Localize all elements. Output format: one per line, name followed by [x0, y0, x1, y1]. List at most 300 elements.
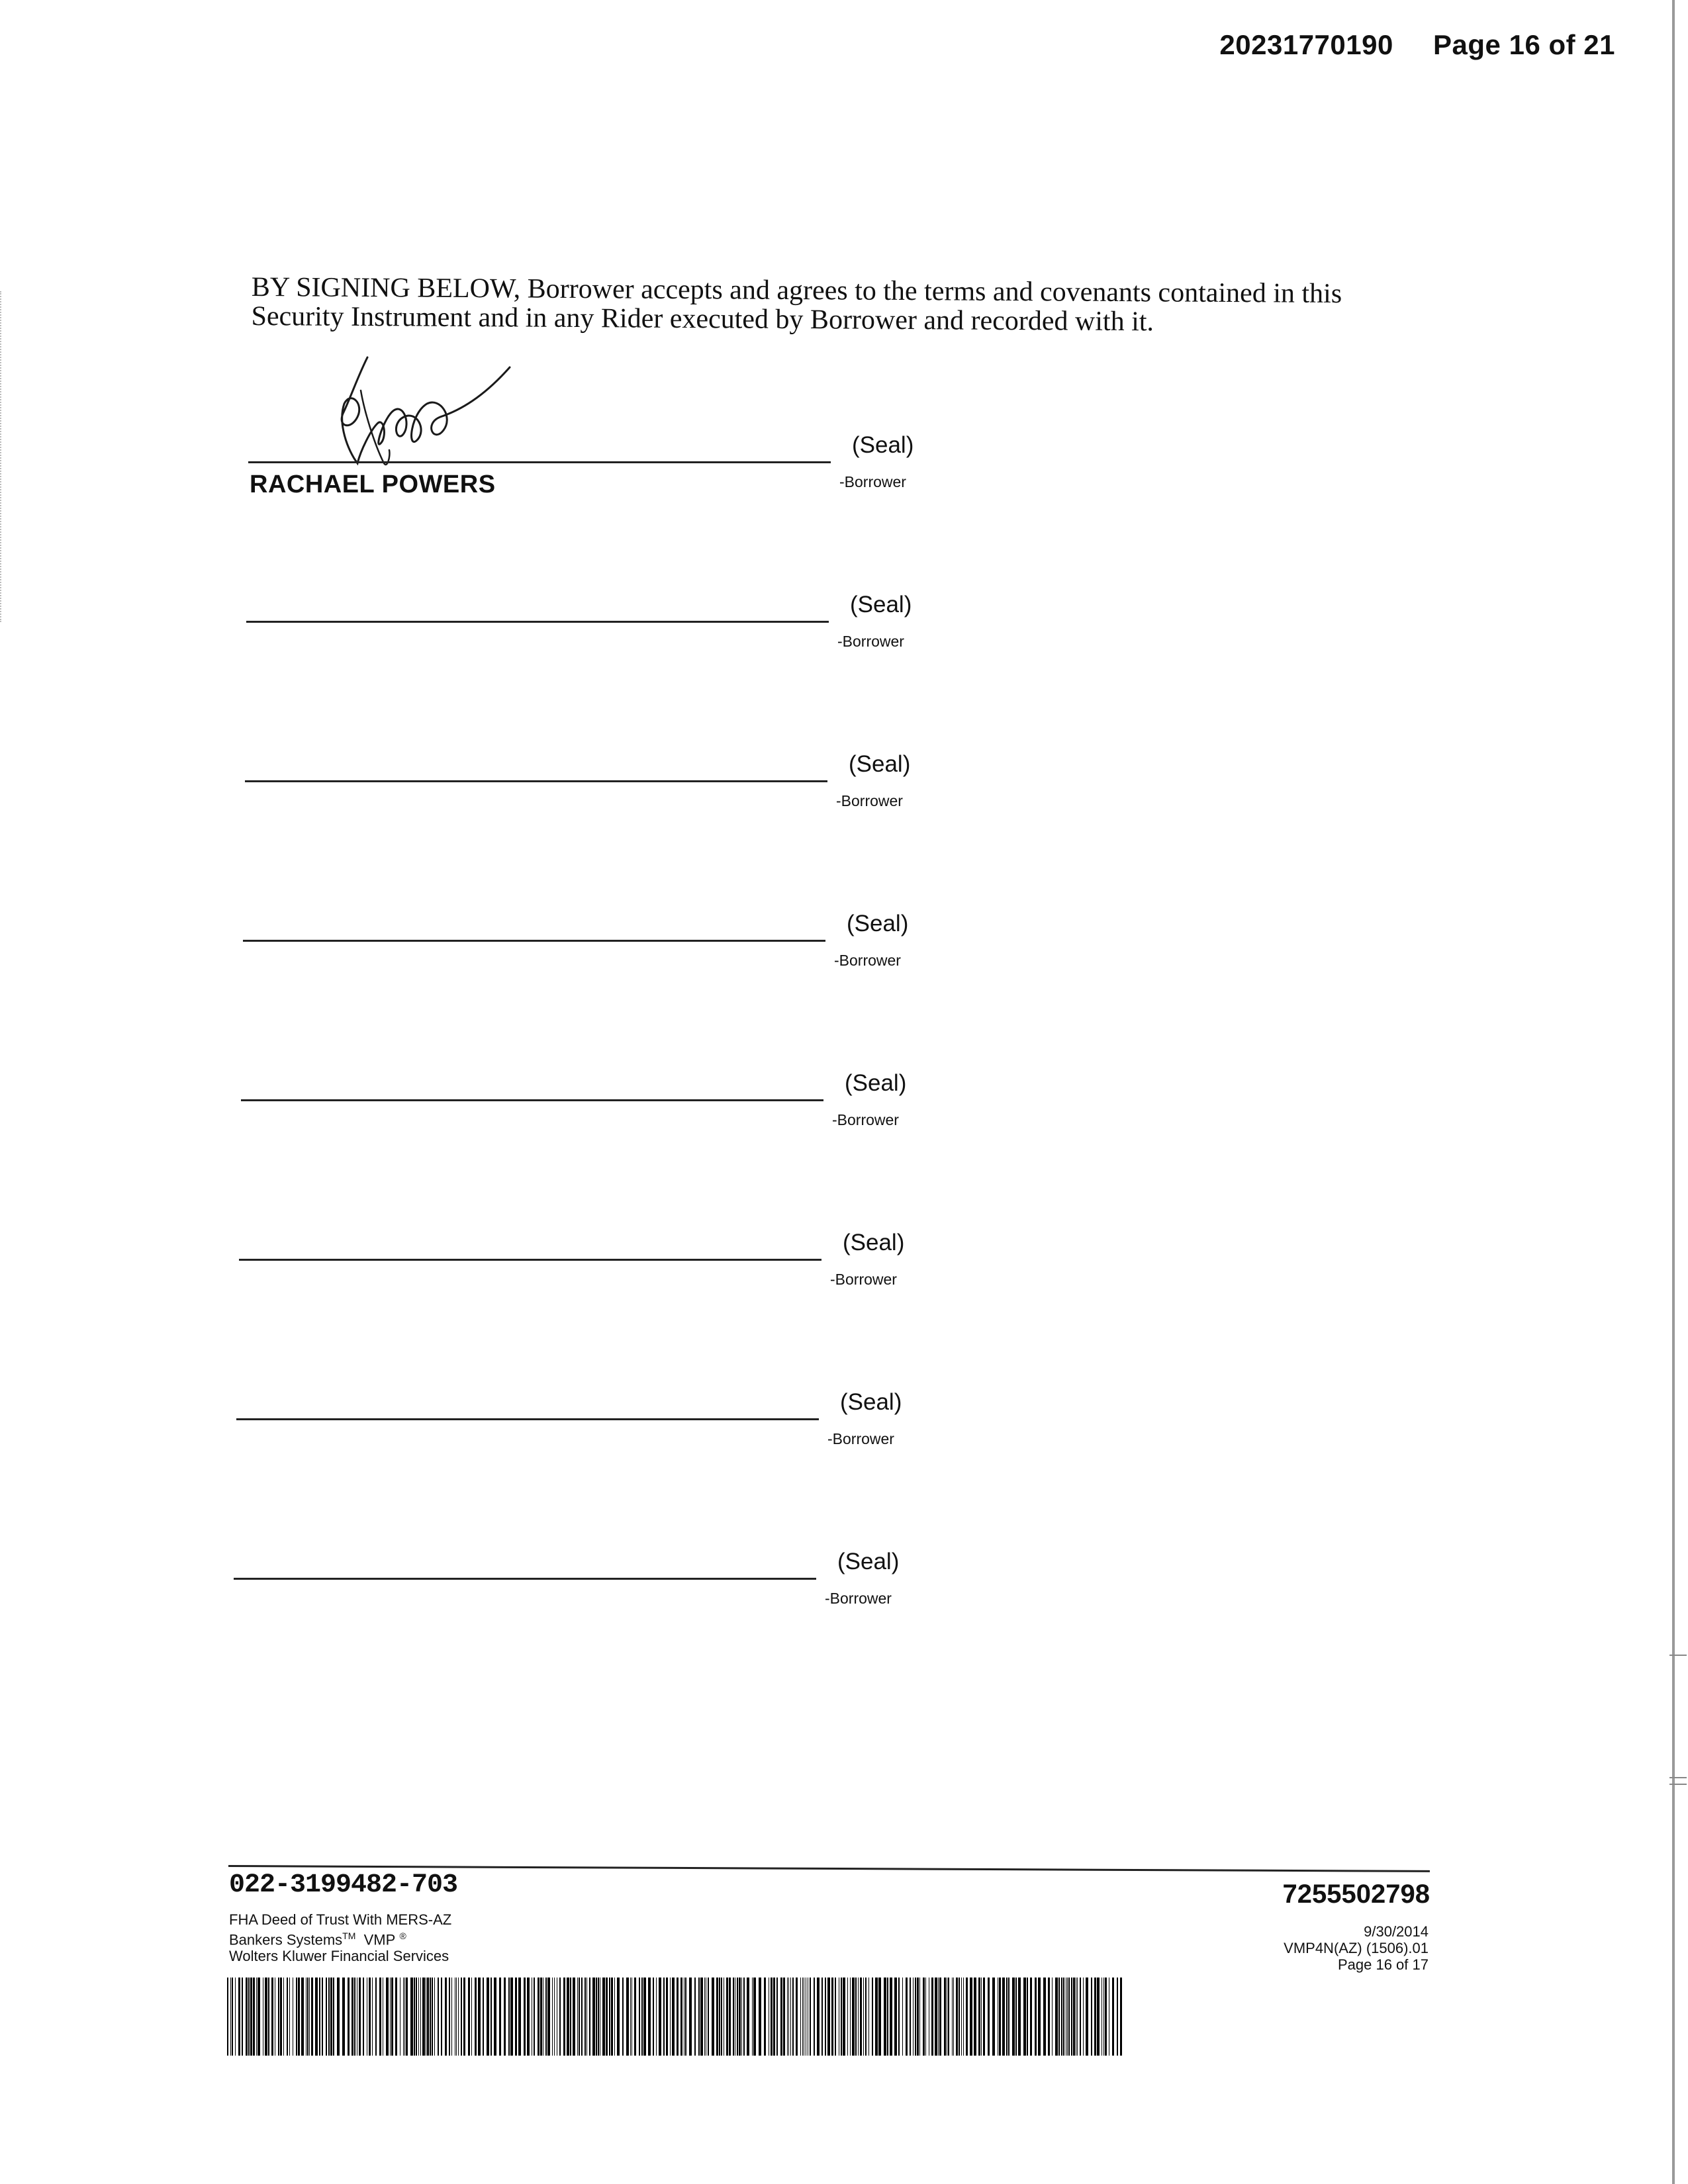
barcode-bar	[248, 1978, 250, 2056]
barcode-bar	[458, 1978, 459, 2056]
barcode-bar	[639, 1978, 640, 2056]
barcode-bar	[1015, 1978, 1017, 2056]
barcode-bar	[999, 1978, 1001, 2056]
barcode-bar	[704, 1978, 705, 2056]
barcode-bar	[296, 1978, 297, 2056]
barcode-bar	[716, 1978, 718, 2056]
barcode-bar	[800, 1978, 801, 2056]
barcode-bar	[577, 1978, 578, 2056]
barcode-bar	[817, 1978, 820, 2056]
barcode-bar	[611, 1978, 613, 2056]
barcode-bar	[622, 1978, 624, 2056]
signature-line[interactable]	[236, 1418, 819, 1420]
barcode	[227, 1978, 1127, 2056]
barcode-bar	[963, 1978, 964, 2056]
barcode-bar	[420, 1978, 421, 2056]
barcode-bar	[835, 1978, 836, 2056]
borrower-label: -Borrower	[839, 473, 906, 490]
barcode-bar	[666, 1978, 668, 2056]
barcode-bar	[992, 1978, 995, 2056]
seal-label: (Seal)	[850, 592, 912, 617]
barcode-bar	[559, 1978, 561, 2056]
barcode-bar	[698, 1978, 700, 2056]
signature-block	[239, 1230, 967, 1312]
barcode-bar	[641, 1978, 643, 2056]
barcode-bar	[915, 1978, 916, 2056]
barcode-bar	[232, 1978, 233, 2056]
barcode-bar	[863, 1978, 864, 2056]
barcode-bar	[733, 1978, 734, 2056]
barcode-bar	[850, 1978, 851, 2056]
barcode-bar	[589, 1978, 590, 2056]
loan-number-left: 022-3199482-703	[229, 1870, 458, 1900]
barcode-bar	[1027, 1978, 1028, 2056]
loan-number-right: 7255502798	[1282, 1880, 1430, 1909]
barcode-bar	[759, 1978, 761, 2056]
barcode-bar	[359, 1978, 361, 2056]
barcode-bar	[342, 1978, 345, 2056]
form-meta	[1284, 1923, 1429, 1973]
signing-statement: BY SIGNING BELOW, Borrower accepts and agrees to the terms and covenants contained in this Security Instrument and in any Rider executed by Borrower and recorded with it.	[251, 272, 1342, 338]
barcode-bar	[1094, 1978, 1096, 2056]
barcode-bar	[672, 1978, 675, 2056]
barcode-bar	[978, 1978, 980, 2056]
barcode-bar	[552, 1978, 553, 2056]
barcode-bar	[753, 1978, 756, 2056]
signer-name: RACHAEL POWERS	[250, 471, 496, 498]
barcode-bar	[913, 1978, 914, 2056]
barcode-bar	[827, 1978, 830, 2056]
barcode-bar	[939, 1978, 941, 2056]
barcode-bar	[878, 1978, 881, 2056]
barcode-bar	[491, 1978, 492, 2056]
barcode-bar	[970, 1978, 972, 2056]
barcode-bar	[256, 1978, 257, 2056]
barcode-bar	[783, 1978, 785, 2056]
barcode-bar	[468, 1978, 470, 2056]
barcode-bar	[573, 1978, 575, 2056]
barcode-bar	[242, 1978, 243, 2056]
seal-label: (Seal)	[849, 751, 911, 777]
barcode-bar	[948, 1978, 949, 2056]
borrower-label: -Borrower	[825, 1590, 892, 1607]
barcode-bar	[283, 1978, 284, 2056]
barcode-bar	[1086, 1978, 1088, 2056]
borrower-label: -Borrower	[836, 792, 903, 809]
barcode-bar	[581, 1978, 583, 2056]
barcode-bar	[348, 1978, 350, 2056]
barcode-bar	[596, 1978, 597, 2056]
barcode-bar	[1055, 1978, 1058, 2056]
barcode-bar	[1067, 1978, 1068, 2056]
barcode-bar	[944, 1978, 946, 2056]
barcode-bar	[268, 1978, 269, 2056]
barcode-bar	[956, 1978, 958, 2056]
barcode-bar	[614, 1978, 615, 2056]
barcode-bar	[1080, 1978, 1081, 2056]
barcode-bar	[445, 1978, 447, 2056]
barcode-bar	[391, 1978, 393, 2056]
barcode-bar	[1023, 1978, 1026, 2056]
barcode-bar	[875, 1978, 878, 2056]
barcode-bar	[375, 1978, 377, 2056]
barcode-bar	[298, 1978, 300, 2056]
seal-label: (Seal)	[840, 1389, 902, 1415]
barcode-bar	[694, 1978, 696, 2056]
barcode-bar	[630, 1978, 631, 2056]
barcode-bar	[741, 1978, 742, 2056]
barcode-bar	[626, 1978, 629, 2056]
barcode-bar	[463, 1978, 465, 2056]
signature-block	[241, 1070, 969, 1152]
barcode-bar	[515, 1978, 517, 2056]
barcode-bar	[670, 1978, 671, 2056]
barcode-bar	[919, 1978, 920, 2056]
barcode-bar	[925, 1978, 926, 2056]
barcode-bar	[1008, 1978, 1009, 2056]
barcode-bar	[527, 1978, 530, 2056]
barcode-bar	[1043, 1978, 1046, 2056]
barcode-bar	[1112, 1978, 1114, 2056]
page-header	[1219, 29, 1615, 61]
seal-label: (Seal)	[845, 1070, 907, 1096]
barcode-bar	[322, 1978, 323, 2056]
borrower-label: -Borrower	[832, 1111, 899, 1128]
barcode-bar	[1103, 1978, 1104, 2056]
barcode-bar	[461, 1978, 462, 2056]
barcode-bar	[416, 1978, 417, 2056]
barcode-bar	[545, 1978, 547, 2056]
barcode-bar	[328, 1978, 330, 2056]
barcode-bar	[938, 1978, 939, 2056]
trademark-mark: TM	[342, 1931, 356, 1941]
barcode-bar	[719, 1978, 720, 2056]
scan-edge-mark	[1669, 1655, 1687, 1656]
barcode-bar	[524, 1978, 526, 2056]
barcode-bar	[773, 1978, 775, 2056]
barcode-bar	[330, 1978, 332, 2056]
barcode-bar	[1006, 1978, 1008, 2056]
barcode-bar	[931, 1978, 933, 2056]
form-date: 9/30/2014	[1364, 1923, 1429, 1940]
signature-line[interactable]	[243, 940, 825, 942]
barcode-bar	[510, 1978, 513, 2056]
barcode-bar	[326, 1978, 327, 2056]
publisher: Wolters Kluwer Financial Services	[229, 1948, 449, 1965]
barcode-bar	[227, 1978, 228, 2056]
barcode-bar	[855, 1978, 857, 2056]
barcode-bar	[289, 1978, 290, 2056]
barcode-bar	[592, 1978, 595, 2056]
barcode-bar	[547, 1978, 550, 2056]
barcode-bar	[554, 1978, 555, 2056]
barcode-bar	[250, 1978, 252, 2056]
scan-edge-mark	[1669, 1777, 1687, 1778]
barcode-bar	[418, 1978, 419, 2056]
barcode-bar	[659, 1978, 661, 2056]
barcode-bar	[432, 1978, 433, 2056]
barcode-bar	[504, 1978, 506, 2056]
barcode-bar	[235, 1978, 236, 2056]
barcode-bar	[422, 1978, 425, 2056]
barcode-bar	[1052, 1978, 1053, 2056]
barcode-bar	[858, 1978, 859, 2056]
signature-block	[243, 911, 971, 993]
barcode-bar	[414, 1978, 415, 2056]
barcode-bar	[478, 1978, 481, 2056]
barcode-bar	[788, 1978, 789, 2056]
barcode-bar	[634, 1978, 636, 2056]
barcode-bar	[606, 1978, 608, 2056]
barcode-bar	[441, 1978, 442, 2056]
barcode-bar	[821, 1978, 823, 2056]
barcode-bar	[471, 1978, 472, 2056]
barcode-bar	[677, 1978, 679, 2056]
signature-line[interactable]	[245, 780, 827, 782]
barcode-bar	[390, 1978, 391, 2056]
barcode-bar	[430, 1978, 431, 2056]
scan-edge-mark	[1669, 1784, 1687, 1785]
barcode-bar	[917, 1978, 919, 2056]
barcode-bar	[868, 1978, 869, 2056]
barcode-bar	[802, 1978, 803, 2056]
borrower-label: -Borrower	[834, 952, 901, 969]
seal-label: (Seal)	[847, 911, 909, 936]
barcode-bar	[410, 1978, 413, 2056]
barcode-bar	[354, 1978, 355, 2056]
barcode-bar	[395, 1978, 397, 2056]
barcode-bar	[700, 1978, 703, 2056]
barcode-bar	[952, 1978, 953, 2056]
barcode-bar	[847, 1978, 848, 2056]
barcode-bar	[685, 1978, 686, 2056]
vendor-product: VMP	[363, 1931, 396, 1948]
barcode-bar	[567, 1978, 569, 2056]
barcode-bar	[747, 1978, 749, 2056]
seal-label: (Seal)	[843, 1230, 905, 1255]
seal-label: (Seal)	[852, 432, 914, 458]
barcode-bar	[894, 1978, 897, 2056]
barcode-bar	[656, 1978, 657, 2056]
barcode-bar	[902, 1978, 903, 2056]
signature-block	[246, 592, 974, 674]
barcode-bar	[253, 1978, 255, 2056]
document-number: 20231770190	[1219, 29, 1393, 60]
registered-mark: ®	[399, 1931, 406, 1941]
barcode-bar	[449, 1978, 450, 2056]
barcode-bar	[404, 1978, 405, 2056]
barcode-bar	[865, 1978, 867, 2056]
form-code: VMP4N(AZ) (1506).01	[1284, 1940, 1429, 1956]
barcode-bar	[743, 1978, 745, 2056]
barcode-bar	[884, 1978, 886, 2056]
barcode-bar	[1038, 1978, 1041, 2056]
barcode-bar	[966, 1978, 968, 2056]
barcode-bar	[737, 1978, 738, 2056]
barcode-bar	[337, 1978, 340, 2056]
barcode-bar	[981, 1978, 982, 2056]
barcode-bar	[579, 1978, 580, 2056]
barcode-bar	[287, 1978, 288, 2056]
signature-line[interactable]	[246, 621, 829, 623]
form-info	[229, 1911, 451, 1964]
barcode-bar	[609, 1978, 610, 2056]
handwritten-signature	[311, 351, 523, 477]
barcode-bar	[988, 1978, 990, 2056]
barcode-bar	[653, 1978, 654, 2056]
barcode-bar	[935, 1978, 937, 2056]
barcode-bar	[246, 1978, 248, 2056]
barcode-bar	[841, 1978, 842, 2056]
barcode-bar	[309, 1978, 310, 2056]
barcode-bar	[739, 1978, 741, 2056]
page-label: Page 16 of 21	[1433, 29, 1615, 60]
barcode-bar	[959, 1978, 960, 2056]
barcode-bar	[602, 1978, 605, 2056]
barcode-bar	[1120, 1978, 1122, 2056]
barcode-bar	[1091, 1978, 1092, 2056]
barcode-bar	[438, 1978, 439, 2056]
barcode-bar	[752, 1978, 753, 2056]
signature-line[interactable]	[248, 461, 831, 463]
barcode-bar	[586, 1978, 587, 2056]
barcode-bar	[1018, 1978, 1021, 2056]
barcode-bar	[379, 1978, 381, 2056]
barcode-bar	[663, 1978, 665, 2056]
barcode-bar	[238, 1978, 240, 2056]
barcode-bar	[776, 1978, 778, 2056]
vendor-name: Bankers Systems	[229, 1931, 343, 1948]
barcode-bar	[726, 1978, 728, 2056]
barcode-bar	[333, 1978, 334, 2056]
barcode-bar	[230, 1978, 231, 2056]
barcode-bar	[1083, 1978, 1084, 2056]
barcode-bar	[280, 1978, 282, 2056]
barcode-bar	[1063, 1978, 1064, 2056]
barcode-bar	[898, 1978, 900, 2056]
barcode-bar	[860, 1978, 862, 2056]
barcode-bar	[499, 1978, 501, 2056]
barcode-bar	[1117, 1978, 1118, 2056]
borrower-label: -Borrower	[827, 1430, 894, 1447]
barcode-bar	[406, 1978, 408, 2056]
barcode-bar	[712, 1978, 714, 2056]
barcode-bar	[534, 1978, 535, 2056]
barcode-bar	[780, 1978, 782, 2056]
barcode-bar	[790, 1978, 791, 2056]
barcode-bar	[307, 1978, 308, 2056]
barcode-bar	[518, 1978, 521, 2056]
signature-line[interactable]	[239, 1259, 821, 1261]
barcode-bar	[434, 1978, 435, 2056]
barcode-bar	[301, 1978, 304, 2056]
barcode-bar	[1030, 1978, 1032, 2056]
barcode-bar	[852, 1978, 855, 2056]
barcode-bar	[1061, 1978, 1062, 2056]
barcode-bar	[585, 1978, 586, 2056]
barcode-bar	[265, 1978, 267, 2056]
barcode-bar	[810, 1978, 811, 2056]
vendor-line	[229, 1928, 451, 1948]
barcode-bar	[1048, 1978, 1050, 2056]
barcode-bar	[1002, 1978, 1005, 2056]
barcode-bar	[872, 1978, 873, 2056]
barcode-bar	[363, 1978, 364, 2056]
barcode-bar	[961, 1978, 962, 2056]
barcode-bar	[708, 1978, 709, 2056]
barcode-bar	[689, 1978, 692, 2056]
barcode-bar	[494, 1978, 496, 2056]
barcode-bar	[1105, 1978, 1107, 2056]
barcode-bar	[483, 1978, 484, 2056]
barcode-bar	[598, 1978, 599, 2056]
scan-left-margin-artifact	[0, 291, 4, 622]
barcode-bar	[796, 1978, 798, 2056]
barcode-bar	[1035, 1978, 1037, 2056]
signature-line[interactable]	[241, 1099, 823, 1101]
barcode-bar	[680, 1978, 682, 2056]
barcode-bar	[648, 1978, 651, 2056]
barcode-bar	[771, 1978, 773, 2056]
barcode-bar	[258, 1978, 260, 2056]
barcode-bar	[311, 1978, 313, 2056]
barcode-bar	[271, 1978, 273, 2056]
barcode-bar	[427, 1978, 429, 2056]
barcode-bar	[923, 1978, 925, 2056]
barcode-bar	[487, 1978, 489, 2056]
signature-block	[234, 1549, 962, 1631]
barcode-bar	[617, 1978, 620, 2056]
barcode-bar	[451, 1978, 452, 2056]
barcode-bar	[1058, 1978, 1060, 2056]
barcode-bar	[540, 1978, 542, 2056]
barcode-bar	[953, 1978, 954, 2056]
barcode-bar	[508, 1978, 510, 2056]
barcode-bar	[906, 1978, 908, 2056]
barcode-bar	[814, 1978, 815, 2056]
barcode-bar	[764, 1978, 766, 2056]
barcode-bar	[1073, 1978, 1075, 2056]
barcode-bar	[910, 1978, 911, 2056]
barcode-bar	[787, 1978, 788, 2056]
barcode-bar	[563, 1978, 565, 2056]
barcode-bar	[974, 1978, 976, 2056]
barcode-bar	[1097, 1978, 1100, 2056]
barcode-bar	[352, 1978, 353, 2056]
barcode-bar	[721, 1978, 722, 2056]
barcode-bar	[1068, 1978, 1070, 2056]
barcode-bar	[643, 1978, 646, 2056]
barcode-bar	[278, 1978, 279, 2056]
barcode-bar	[319, 1978, 320, 2056]
signature-block	[245, 751, 973, 833]
form-page: Page 16 of 17	[1337, 1956, 1429, 1973]
seal-label: (Seal)	[837, 1549, 900, 1574]
barcode-bar	[456, 1978, 457, 2056]
barcode-bar	[1012, 1978, 1015, 2056]
barcode-bar	[403, 1978, 404, 2056]
signature-line[interactable]	[234, 1578, 816, 1580]
barcode-bar	[792, 1978, 794, 2056]
barcode-bar	[369, 1978, 371, 2056]
barcode-bar	[890, 1978, 892, 2056]
barcode-bar	[831, 1978, 833, 2056]
barcode-bar	[372, 1978, 373, 2056]
barcode-bar	[315, 1978, 318, 2056]
barcode-bar	[825, 1978, 826, 2056]
barcode-bar	[570, 1978, 571, 2056]
barcode-bar	[538, 1978, 539, 2056]
